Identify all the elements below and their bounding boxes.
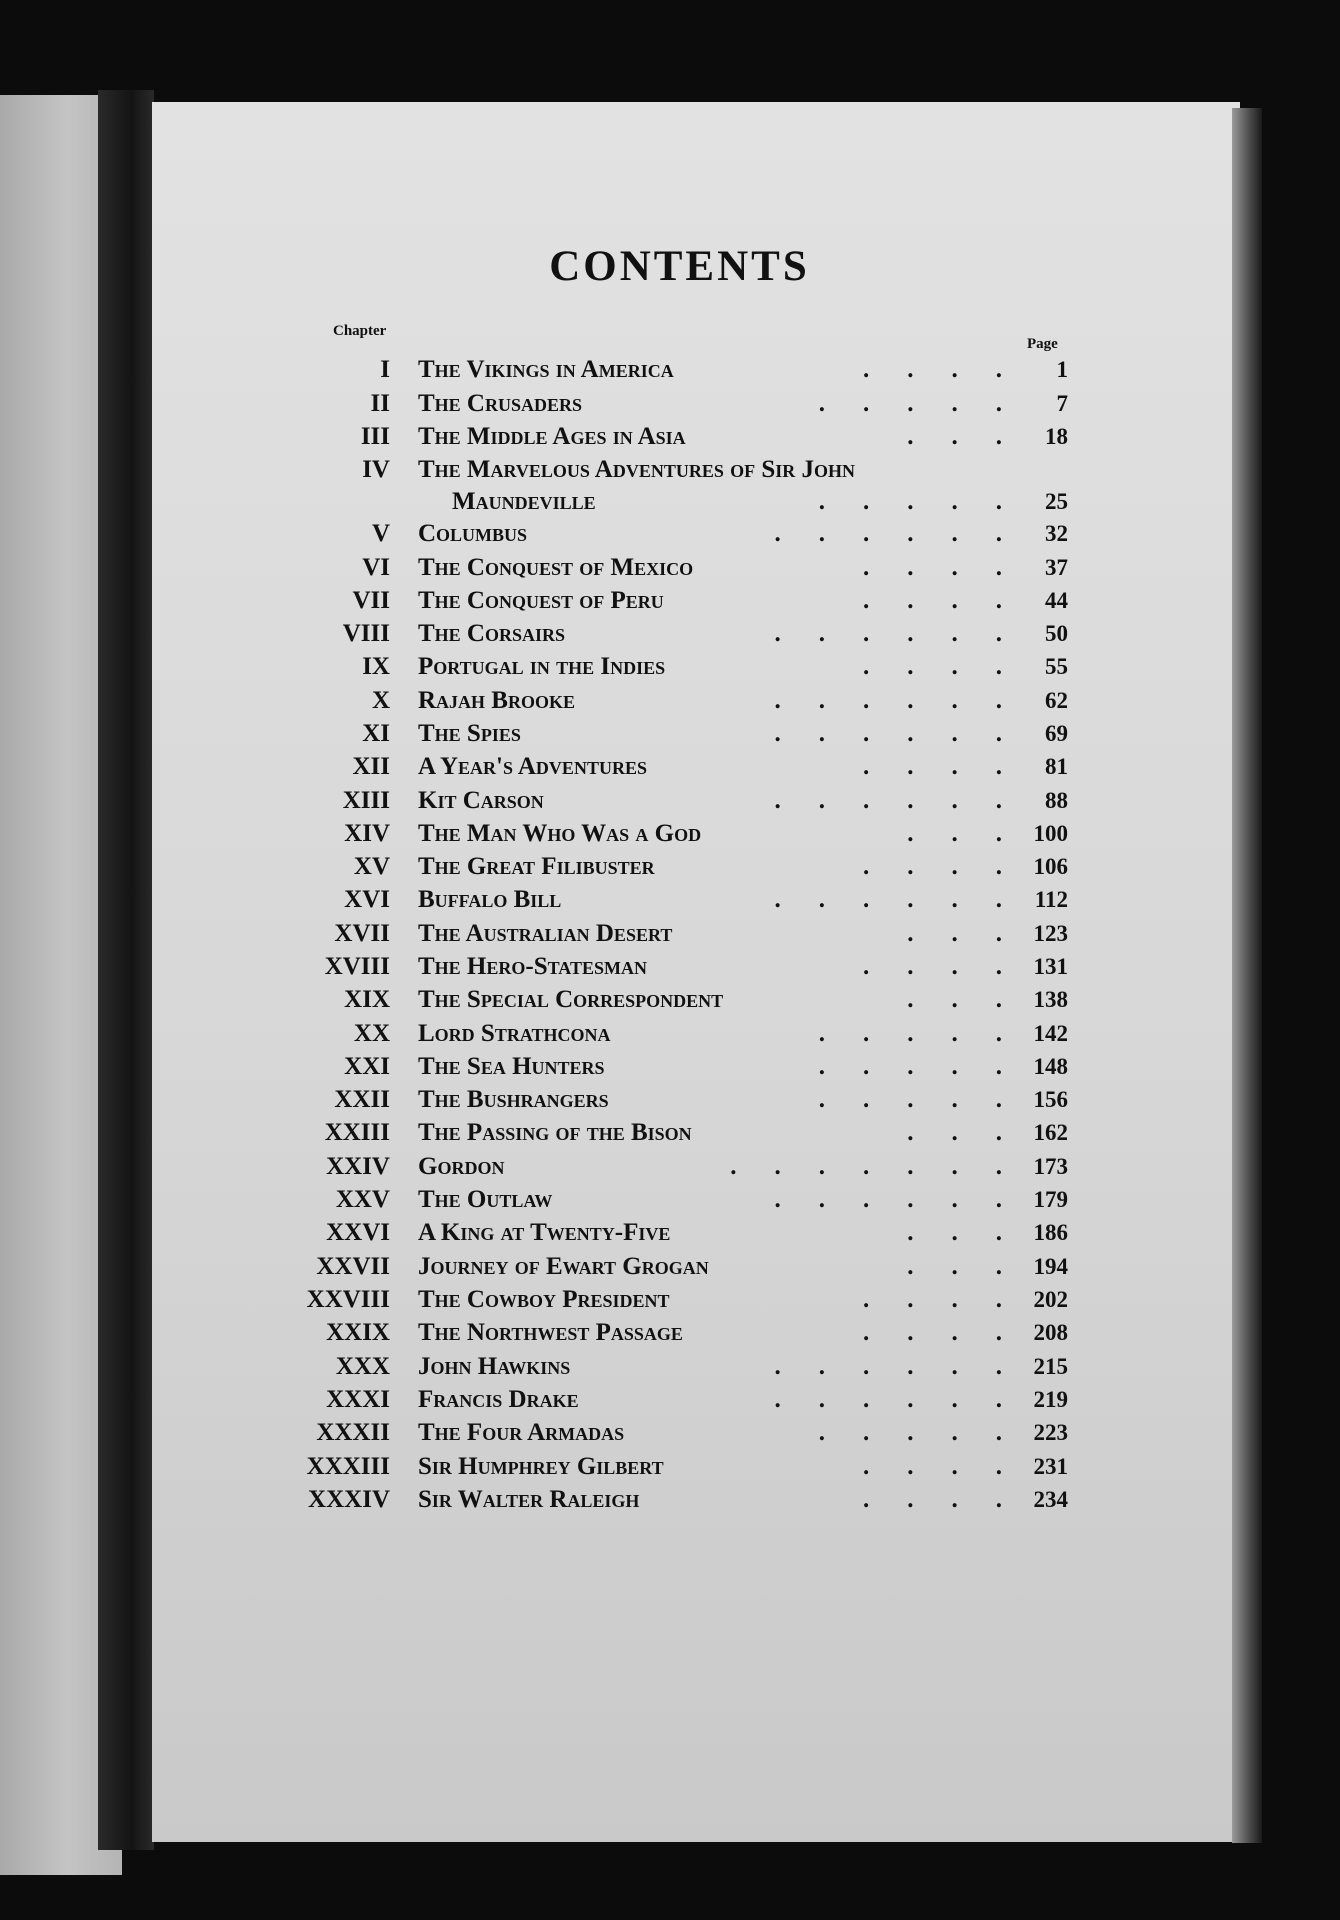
chapter-title: Buffalo Bill xyxy=(418,886,562,913)
chapter-title: The Hero-Statesman xyxy=(418,953,647,980)
chapter-title: The Four Armadas xyxy=(418,1419,625,1446)
dot-leader: ..... xyxy=(818,1053,1040,1080)
chapter-title: The Cowboy President xyxy=(418,1286,670,1313)
page-number: 88 xyxy=(1045,788,1068,813)
toc-entry xyxy=(0,751,1340,783)
dot-leader: ... xyxy=(907,1119,1040,1146)
page-number: 234 xyxy=(1033,1487,1068,1512)
chapter-title: Francis Drake xyxy=(418,1386,579,1413)
chapter-number: XXXI xyxy=(326,1386,390,1413)
dot-leader: ...... xyxy=(774,1186,1040,1213)
chapter-number: VIII xyxy=(342,620,390,647)
toc-entry xyxy=(0,1018,1340,1050)
chapter-number: XVIII xyxy=(324,953,390,980)
toc-entry xyxy=(0,851,1340,883)
toc-entry xyxy=(0,354,1340,386)
toc-entry xyxy=(0,1151,1340,1183)
page-number: 50 xyxy=(1045,621,1068,646)
chapter-title: The Vikings in America xyxy=(418,356,674,383)
page-number: 162 xyxy=(1033,1120,1068,1145)
toc-entry xyxy=(0,1051,1340,1083)
chapter-title: Kit Carson xyxy=(418,787,544,814)
chapter-title-continued: Maundeville xyxy=(452,488,596,515)
chapter-number: XII xyxy=(352,753,390,780)
page-number: 219 xyxy=(1033,1387,1068,1412)
dot-leader: ..... xyxy=(818,1086,1040,1113)
chapter-number: XXIV xyxy=(326,1153,390,1180)
page-number: 69 xyxy=(1045,721,1068,746)
dot-leader: ...... xyxy=(774,886,1040,913)
toc-entry xyxy=(0,552,1340,584)
chapter-title: The Spies xyxy=(418,720,521,747)
dot-leader: ...... xyxy=(774,720,1040,747)
chapter-number: XV xyxy=(353,853,390,880)
toc-entry xyxy=(0,1417,1340,1449)
toc-entry xyxy=(0,785,1340,817)
chapter-number: XXXII xyxy=(316,1419,390,1446)
chapter-number: III xyxy=(360,423,390,450)
chapter-number: XVI xyxy=(344,886,390,913)
chapter-number: XIII xyxy=(342,787,390,814)
toc-entry xyxy=(0,1251,1340,1283)
toc-entry xyxy=(0,1384,1340,1416)
toc-entry xyxy=(0,984,1340,1016)
dot-leader: ..... xyxy=(818,488,1040,515)
chapter-title: Gordon xyxy=(418,1153,505,1180)
page-number: 1 xyxy=(1056,357,1068,382)
chapter-number: XXI xyxy=(344,1053,390,1080)
dot-leader: ..... xyxy=(818,1419,1040,1446)
chapter-title: John Hawkins xyxy=(418,1353,571,1380)
page-number: 179 xyxy=(1033,1187,1068,1212)
dot-leader: .... xyxy=(863,1486,1040,1513)
chapter-number: I xyxy=(380,356,390,383)
chapter-number: XXXIV xyxy=(308,1486,390,1513)
page-number: 32 xyxy=(1045,521,1068,546)
chapter-number: VII xyxy=(352,587,390,614)
chapter-title: The Great Filibuster xyxy=(418,853,655,880)
chapter-number: XI xyxy=(362,720,390,747)
dot-leader: .... xyxy=(863,853,1040,880)
toc-entry xyxy=(0,388,1340,420)
chapter-title: Portugal in the Indies xyxy=(418,653,666,680)
dot-leader: .... xyxy=(863,554,1040,581)
chapter-number: II xyxy=(370,390,390,417)
page-number: 123 xyxy=(1033,921,1068,946)
dot-leader: ...... xyxy=(774,1353,1040,1380)
page-number: 186 xyxy=(1033,1220,1068,1245)
chapter-title: The Australian Desert xyxy=(418,920,673,947)
toc-entry xyxy=(0,718,1340,750)
chapter-title: The Crusaders xyxy=(418,390,583,417)
toc-entry xyxy=(0,1484,1340,1516)
dot-leader: ...... xyxy=(774,687,1040,714)
dot-leader: .... xyxy=(863,953,1040,980)
page-number: 231 xyxy=(1033,1454,1068,1479)
page-number: 81 xyxy=(1045,754,1068,779)
chapter-title: Journey of Ewart Grogan xyxy=(418,1253,709,1280)
chapter-number: XXII xyxy=(334,1086,390,1113)
toc-entry xyxy=(0,818,1340,850)
toc-entry xyxy=(0,1217,1340,1249)
chapter-title: Lord Strathcona xyxy=(418,1020,611,1047)
page-title: CONTENTS xyxy=(549,243,810,290)
chapter-number: XXXIII xyxy=(306,1453,390,1480)
page-number: 18 xyxy=(1045,424,1068,449)
toc-entry xyxy=(0,918,1340,950)
toc-entry xyxy=(0,618,1340,650)
chapter-number: IX xyxy=(362,653,390,680)
chapter-number: XXIII xyxy=(324,1119,390,1146)
chapter-title: Sir Humphrey Gilbert xyxy=(418,1453,664,1480)
chapter-number: XXIX xyxy=(326,1319,390,1346)
page-column-header: Page xyxy=(1027,336,1058,352)
toc-entry xyxy=(0,884,1340,916)
chapter-number: XXV xyxy=(335,1186,390,1213)
chapter-title: A King at Twenty-Five xyxy=(418,1219,671,1246)
chapter-number: XIX xyxy=(344,986,390,1013)
chapter-title: The Man Who Was a God xyxy=(418,820,702,847)
dot-leader: ... xyxy=(907,423,1040,450)
toc-entry xyxy=(0,685,1340,717)
dot-leader: ..... xyxy=(818,390,1040,417)
dot-leader: ... xyxy=(907,1253,1040,1280)
chapter-title: Columbus xyxy=(418,520,528,547)
chapter-column-header: Chapter xyxy=(333,323,387,339)
page-number: 173 xyxy=(1033,1154,1068,1179)
page-number: 138 xyxy=(1033,987,1068,1012)
chapter-number: XX xyxy=(353,1020,390,1047)
dot-leader: ...... xyxy=(774,1386,1040,1413)
toc-entry xyxy=(0,585,1340,617)
chapter-number: IV xyxy=(362,456,390,483)
dot-leader: ...... xyxy=(774,520,1040,547)
page-number: 223 xyxy=(1033,1420,1068,1445)
toc-entry xyxy=(0,454,1340,515)
dot-leader: .... xyxy=(863,1286,1040,1313)
page-number: 148 xyxy=(1033,1054,1068,1079)
toc-entry xyxy=(0,1084,1340,1116)
dot-leader: .... xyxy=(863,653,1040,680)
page-number: 156 xyxy=(1033,1087,1068,1112)
chapter-number: XIV xyxy=(344,820,390,847)
page-number: 215 xyxy=(1033,1354,1068,1379)
chapter-title: A Year's Adventures xyxy=(418,753,647,780)
toc-entry xyxy=(0,518,1340,550)
toc-entry xyxy=(0,951,1340,983)
dot-leader: ... xyxy=(907,820,1040,847)
chapter-title: The Corsairs xyxy=(418,620,566,647)
dot-leader: .... xyxy=(863,587,1040,614)
page-number: 112 xyxy=(1034,887,1068,912)
chapter-number: XXVIII xyxy=(306,1286,390,1313)
chapter-number: X xyxy=(371,687,390,714)
toc-entry xyxy=(0,421,1340,453)
chapter-number: XXVI xyxy=(326,1219,390,1246)
page-number: 62 xyxy=(1045,688,1068,713)
toc-entry xyxy=(0,1117,1340,1149)
page-number: 202 xyxy=(1033,1287,1068,1312)
dot-leader: ....... xyxy=(730,1153,1040,1180)
chapter-title: The Northwest Passage xyxy=(418,1319,683,1346)
chapter-number: V xyxy=(371,520,390,547)
chapter-title: The Passing of the Bison xyxy=(418,1119,692,1146)
dot-leader: ..... xyxy=(818,1020,1040,1047)
chapter-title: The Marvelous Adventures of Sir John xyxy=(418,456,856,483)
toc-entry xyxy=(0,1284,1340,1316)
toc-entry xyxy=(0,1451,1340,1483)
toc-entry xyxy=(0,1317,1340,1349)
dot-leader: .... xyxy=(863,1453,1040,1480)
page-number: 55 xyxy=(1045,654,1068,679)
toc-entry xyxy=(0,651,1340,683)
dot-leader: .... xyxy=(863,753,1040,780)
page-number: 7 xyxy=(1056,391,1068,416)
chapter-number: VI xyxy=(362,554,390,581)
dot-leader: ... xyxy=(907,920,1040,947)
dot-leader: ...... xyxy=(774,620,1040,647)
dot-leader: ... xyxy=(907,986,1040,1013)
page-number: 106 xyxy=(1033,854,1068,879)
chapter-title: The Sea Hunters xyxy=(418,1053,605,1080)
chapter-title: The Bushrangers xyxy=(418,1086,609,1113)
page-number: 100 xyxy=(1033,821,1068,846)
dot-leader: .... xyxy=(863,1319,1040,1346)
page-number: 194 xyxy=(1033,1254,1068,1279)
chapter-title: The Conquest of Peru xyxy=(418,587,664,614)
chapter-title: The Special Correspondent xyxy=(418,986,724,1013)
chapter-number: XXX xyxy=(335,1353,390,1380)
chapter-title: The Outlaw xyxy=(418,1186,553,1213)
page-number: 208 xyxy=(1033,1320,1068,1345)
page-number: 44 xyxy=(1045,588,1068,613)
page-number: 25 xyxy=(1045,489,1068,514)
chapter-number: XXVII xyxy=(316,1253,390,1280)
chapter-title: Sir Walter Raleigh xyxy=(418,1486,640,1513)
dot-leader: ...... xyxy=(774,787,1040,814)
chapter-number: XVII xyxy=(334,920,390,947)
page-number: 142 xyxy=(1033,1021,1068,1046)
chapter-title: The Middle Ages in Asia xyxy=(418,423,686,450)
chapter-title: The Conquest of Mexico xyxy=(418,554,694,581)
page-number: 37 xyxy=(1045,555,1068,580)
dot-leader: ... xyxy=(907,1219,1040,1246)
toc-entry xyxy=(0,1184,1340,1216)
page-number: 131 xyxy=(1033,954,1068,979)
toc-entry xyxy=(0,1351,1340,1383)
dot-leader: .... xyxy=(863,356,1040,383)
chapter-title: Rajah Brooke xyxy=(418,687,575,714)
